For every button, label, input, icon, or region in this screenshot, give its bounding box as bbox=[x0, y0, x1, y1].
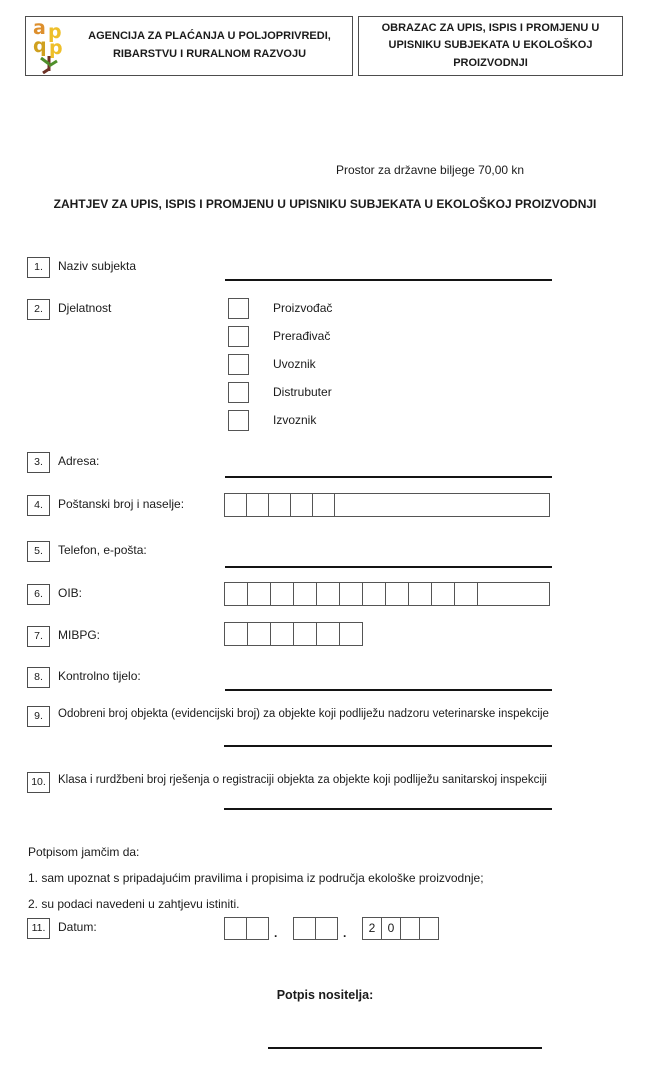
stamp-space-note: Prostor za državne biljege 70,00 kn bbox=[336, 163, 525, 177]
field-9-number: 9. bbox=[27, 706, 50, 727]
field-4-postal-code-boxes bbox=[224, 493, 550, 517]
checkbox-izvoznik-label: Izvoznik bbox=[273, 413, 317, 427]
oib-digit-cell[interactable] bbox=[363, 583, 386, 605]
oib-digit-cell[interactable] bbox=[340, 583, 363, 605]
oib-digit-cell[interactable] bbox=[386, 583, 409, 605]
date-year-cell[interactable] bbox=[401, 918, 420, 939]
page-title: ZAHTJEV ZA UPIS, ISPIS I PROMJENU U UPISNIKU SUBJEKATA U EKOLOŠKOJ PROIZVODNJI bbox=[53, 197, 597, 211]
postal-digit-cell[interactable] bbox=[313, 494, 335, 516]
field-5-number: 5. bbox=[27, 541, 50, 562]
field-2-number: 2. bbox=[27, 299, 50, 320]
agency-flower-logo-icon bbox=[33, 18, 67, 74]
logo-letter-p2: p bbox=[49, 37, 63, 59]
date-separator-dot: . bbox=[274, 926, 278, 940]
checkbox-preradivac[interactable] bbox=[228, 326, 249, 347]
signature-label: Potpis nositelja: bbox=[276, 988, 374, 1002]
field-9-input-line[interactable] bbox=[224, 725, 552, 747]
date-day-cell[interactable] bbox=[247, 918, 268, 939]
field-10-input-line[interactable] bbox=[224, 788, 552, 810]
field-7-mibpg-boxes bbox=[224, 622, 363, 646]
oib-trailing-cell[interactable] bbox=[478, 583, 549, 605]
oib-digit-cell[interactable] bbox=[294, 583, 317, 605]
date-year-boxes bbox=[362, 917, 439, 940]
field-10-number: 10. bbox=[27, 772, 50, 793]
date-year-cell[interactable] bbox=[420, 918, 438, 939]
date-month-boxes bbox=[293, 917, 338, 940]
postal-digit-cell[interactable] bbox=[247, 494, 269, 516]
field-7-label: MIBPG: bbox=[58, 628, 101, 642]
checkbox-distributer[interactable] bbox=[228, 382, 249, 403]
declaration-item-2: 2. su podaci navedeni u zahtjevu istiniti. bbox=[28, 897, 240, 911]
logo-letter-q: q bbox=[33, 35, 47, 57]
logo-letter-a: a bbox=[33, 18, 46, 39]
agency-name bbox=[67, 28, 352, 63]
declaration-intro: Potpisom jamčim da: bbox=[28, 845, 140, 859]
checkbox-uvoznik-label: Uvoznik bbox=[273, 357, 316, 371]
checkbox-proizvodac[interactable] bbox=[228, 298, 249, 319]
field-4-number: 4. bbox=[27, 495, 50, 516]
mibpg-digit-cell[interactable] bbox=[225, 623, 248, 645]
date-separator-dot: . bbox=[343, 926, 347, 940]
agency-name-line2: RIBARSTVU I RURALNOM RAZVOJU bbox=[112, 48, 307, 60]
agency-name-line1: AGENCIJA ZA PLAĆANJA U POLJOPRIVREDI, bbox=[88, 30, 331, 43]
postal-digit-cell[interactable] bbox=[225, 494, 247, 516]
oib-digit-cell[interactable] bbox=[317, 583, 340, 605]
mibpg-digit-cell[interactable] bbox=[317, 623, 340, 645]
checkbox-preradivac-label: Prerađivač bbox=[273, 329, 331, 343]
oib-digit-cell[interactable] bbox=[409, 583, 432, 605]
mibpg-digit-cell[interactable] bbox=[271, 623, 294, 645]
field-11-number: 11. bbox=[27, 918, 50, 939]
field-1-number: 1. bbox=[27, 257, 50, 278]
field-2-label: Djelatnost bbox=[58, 301, 112, 315]
date-year-cell-prefilled-0: 0 bbox=[382, 918, 401, 939]
settlement-name-cell[interactable] bbox=[335, 494, 549, 516]
field-6-label: OIB: bbox=[58, 586, 83, 600]
field-5-phone-email-input-line[interactable] bbox=[225, 546, 552, 568]
field-1-name-input-line[interactable] bbox=[225, 259, 552, 281]
field-9-label: Odobreni broj objekta (evidencijski broj) za objekte koji podliježu nadzoru veterinarske inspekcije bbox=[58, 708, 549, 720]
checkbox-uvoznik[interactable] bbox=[228, 354, 249, 375]
logo-root bbox=[43, 69, 49, 73]
field-10-label: Klasa i rurdžbeni broj rješenja o registraciji objekta za objekte koji podliježu sanitarskoj inspekciji bbox=[58, 774, 547, 786]
oib-digit-cell[interactable] bbox=[225, 583, 248, 605]
postal-digit-cell[interactable] bbox=[269, 494, 291, 516]
field-3-label: Adresa: bbox=[58, 454, 100, 468]
date-day-boxes bbox=[224, 917, 269, 940]
declaration-item-1: 1. sam upoznat s pripadajućim pravilima i propisima iz područja ekološke proizvodnje; bbox=[28, 871, 484, 885]
field-1-label: Naziv subjekta bbox=[58, 259, 137, 273]
date-day-cell[interactable] bbox=[225, 918, 247, 939]
date-month-cell[interactable] bbox=[316, 918, 337, 939]
oib-digit-cell[interactable] bbox=[455, 583, 478, 605]
logo-letter-p1: p bbox=[48, 21, 62, 43]
form-title-box bbox=[358, 16, 623, 76]
oib-digit-cell[interactable] bbox=[248, 583, 271, 605]
date-year-cell-prefilled-2: 2 bbox=[363, 918, 382, 939]
agency-header-box bbox=[25, 16, 353, 76]
field-4-label: Poštanski broj i naselje: bbox=[58, 497, 185, 511]
mibpg-digit-cell[interactable] bbox=[340, 623, 362, 645]
date-month-cell[interactable] bbox=[294, 918, 316, 939]
field-3-number: 3. bbox=[27, 452, 50, 473]
mibpg-digit-cell[interactable] bbox=[248, 623, 271, 645]
checkbox-proizvodac-label: Proizvođač bbox=[273, 301, 333, 315]
field-8-number: 8. bbox=[27, 667, 50, 688]
field-6-number: 6. bbox=[27, 584, 50, 605]
checkbox-izvoznik[interactable] bbox=[228, 410, 249, 431]
form-box-title: OBRAZAC ZA UPIS, ISPIS I PROMJENU U UPISNIKU SUBJEKATA U EKOLOŠKOJ PROIZVODNJI bbox=[381, 21, 600, 69]
postal-digit-cell[interactable] bbox=[291, 494, 313, 516]
field-11-label: Datum: bbox=[58, 920, 97, 934]
field-8-label: Kontrolno tijelo: bbox=[58, 669, 141, 683]
oib-digit-cell[interactable] bbox=[271, 583, 294, 605]
field-3-address-input-line[interactable] bbox=[225, 456, 552, 478]
checkbox-distributer-label: Distrubuter bbox=[273, 385, 332, 399]
field-6-oib-boxes bbox=[224, 582, 550, 606]
field-8-control-body-input-line[interactable] bbox=[225, 669, 552, 691]
mibpg-digit-cell[interactable] bbox=[294, 623, 317, 645]
field-7-number: 7. bbox=[27, 626, 50, 647]
field-5-label: Telefon, e-pošta: bbox=[58, 543, 147, 557]
oib-digit-cell[interactable] bbox=[432, 583, 455, 605]
signature-line[interactable] bbox=[268, 1027, 542, 1049]
